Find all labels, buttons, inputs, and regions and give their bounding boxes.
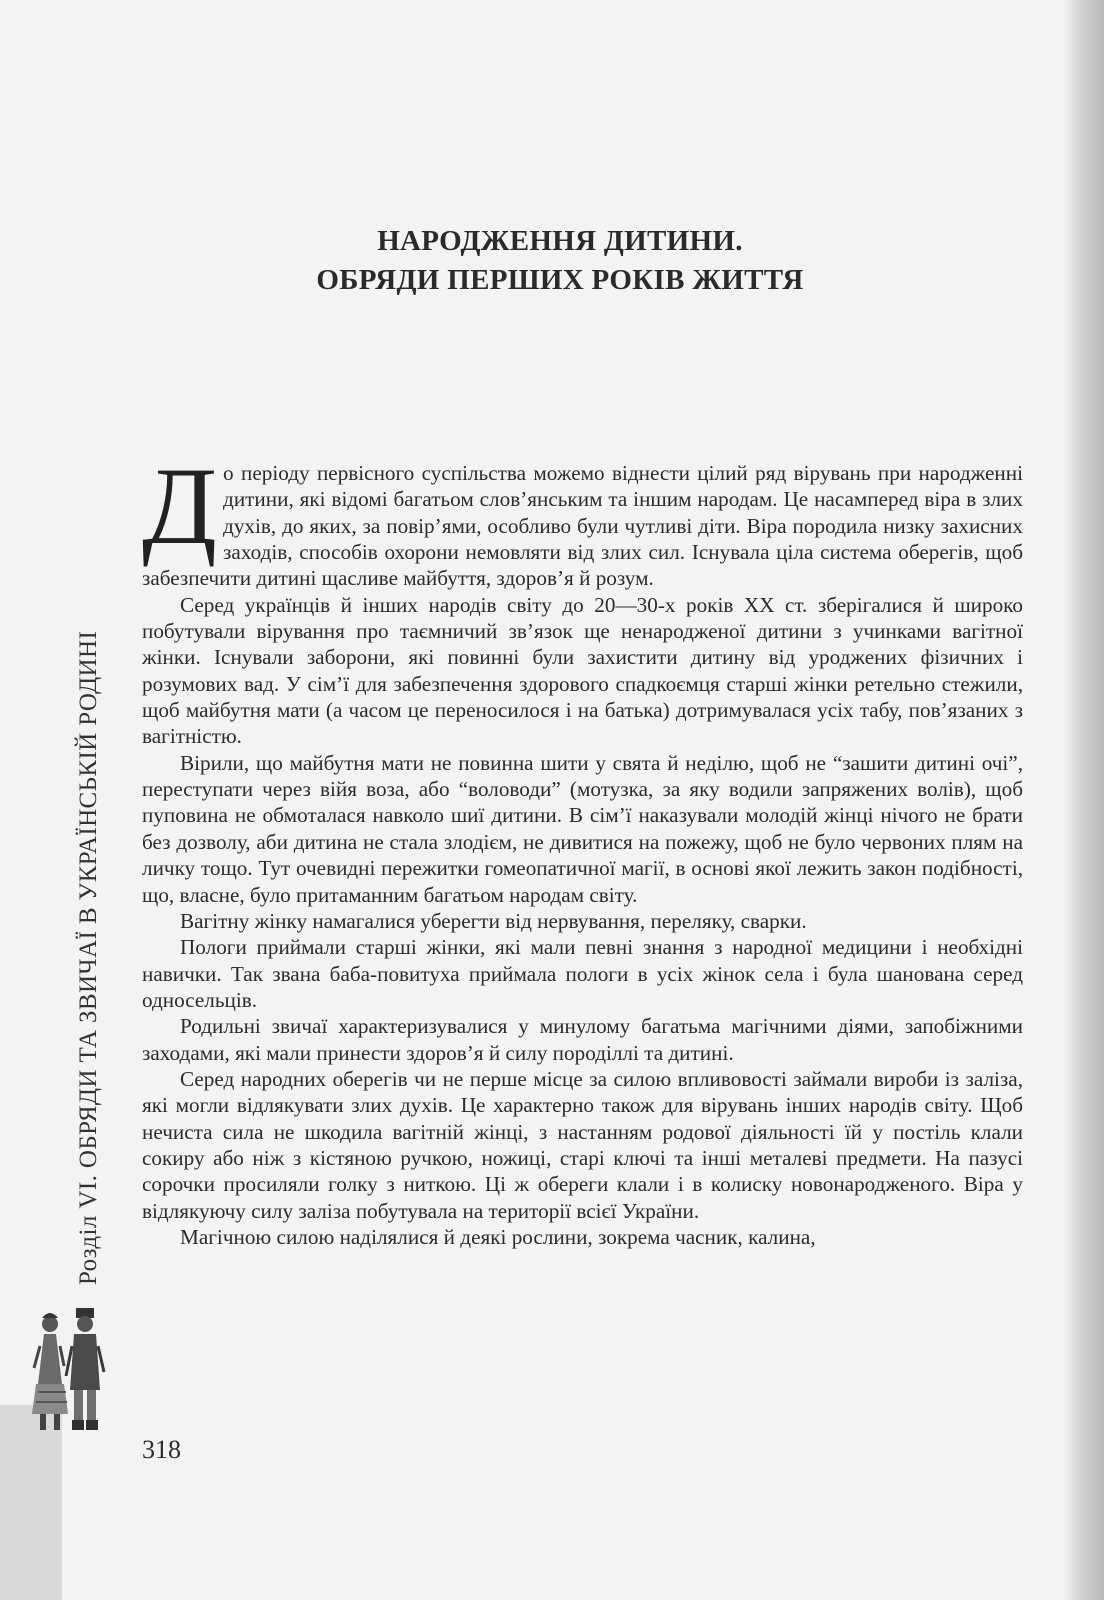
- paragraph-8: Магічною силою наділялися й деякі рослини, зокрема часник, калина,: [180, 1224, 816, 1249]
- paragraph-7: Серед народних оберегів чи не перше місце за силою впливовості займали вироби із заліза, які могли відлякувати злих духів. Це характерно також для вірувань інших народів світу. Щоб нечиста сила не шкодила вагітній жінці, з настанням родової діяльності їй у постіль клали сокиру або ніж з кістяною ручкою, ножиці, старі ключі та інші металеві предмети. На пазусі сорочки просиляли голку з ниткою. Ці ж обереги клали і в колиску новонародженого. Віра у відлякуючу силу заліза побутувала на території всієї України.: [142, 1066, 1023, 1223]
- side-caption: Розділ VI. ОБРЯДИ ТА ЗВИЧАЇ В УКРАЇНСЬКІЙ РОДИНІ: [75, 630, 102, 1285]
- title-line-2: ОБРЯДИ ПЕРШИХ РОКІВ ЖИТТЯ: [316, 264, 804, 296]
- paragraph-5: Пологи приймали старші жінки, які мали певні знання з народної медицини і необхідні навички. Так звана баба-повитуха приймала пологи в усіх жінок села і була шанована серед односельців.: [142, 935, 1023, 1012]
- title-line-1: НАРОДЖЕННЯ ДИТИНИ.: [377, 225, 743, 257]
- drop-cap: Д: [142, 445, 218, 567]
- page-title: [200, 222, 920, 300]
- page-edge-shadow: [1064, 0, 1104, 1600]
- folk-couple-figure-icon: [24, 1306, 110, 1436]
- paragraph-3: Вірили, що майбутня мати не повинна шити у свята й неділю, щоб не “зашити дитині очі”, переступати через війя воза, або “воловоди” (мотузка, за яку водили запряжених волів), щоб пуповина не обмоталася навколо шиї дитини. В сім’ї наказували молодій жінці нічого не брати без дозволу, аби дитина не стала злодієм, не дивитися на пожежу, щоб не було червоних плям на личку тощо. Тут очевидні пережитки гомеопатичної магії, в основі якої лежить закон подібності, що, власне, було притаманним багатьом народам світу.: [142, 750, 1023, 907]
- page-number: 318: [142, 1435, 181, 1464]
- paragraph-4: Вагітну жінку намагалися уберегти від нервування, переляку, сварки.: [180, 908, 807, 933]
- paragraph-1: [142, 445, 1023, 592]
- paragraph-1-text: о періоду первісного суспільства можемо віднести цілий ряд вірувань при народженні дитини, які відомі багатьом слов’янським та іншим народам. Це насамперед віра в злих духів, до яких, за повір’ями, особливо були чутливі діти. Віра породила низку захисних заходів, способів охорони немовляти від злих сил. Існувала ціла система оберегів, щоб забезпечити дитині щасливе майбуття, здоров’я й розум.: [142, 461, 1023, 591]
- paragraph-6: Родильні звичаї характеризувалися у минулому багатьма магічними діями, запобіжними заходами, які мали принести здоров’я й силу породіллі та дитині.: [142, 1014, 1023, 1065]
- body-text: [142, 445, 1023, 1250]
- paragraph-2: Серед українців й інших народів світу до 20—30-х років XX ст. зберігалися й широко побутували вірування про таємничий зв’язок ще ненародженої дитини з учинками вагітної жінки. Існували заборони, які повинні були захистити дитину від уроджених фізичних і розумових вад. У сім’ї для забезпечення здорового спадкоємця старші жінки ретельно стежили, щоб майбутня мати (а часом це переносилося і на батька) дотримувалася усіх табу, пов’язаних з вагітністю.: [142, 592, 1023, 749]
